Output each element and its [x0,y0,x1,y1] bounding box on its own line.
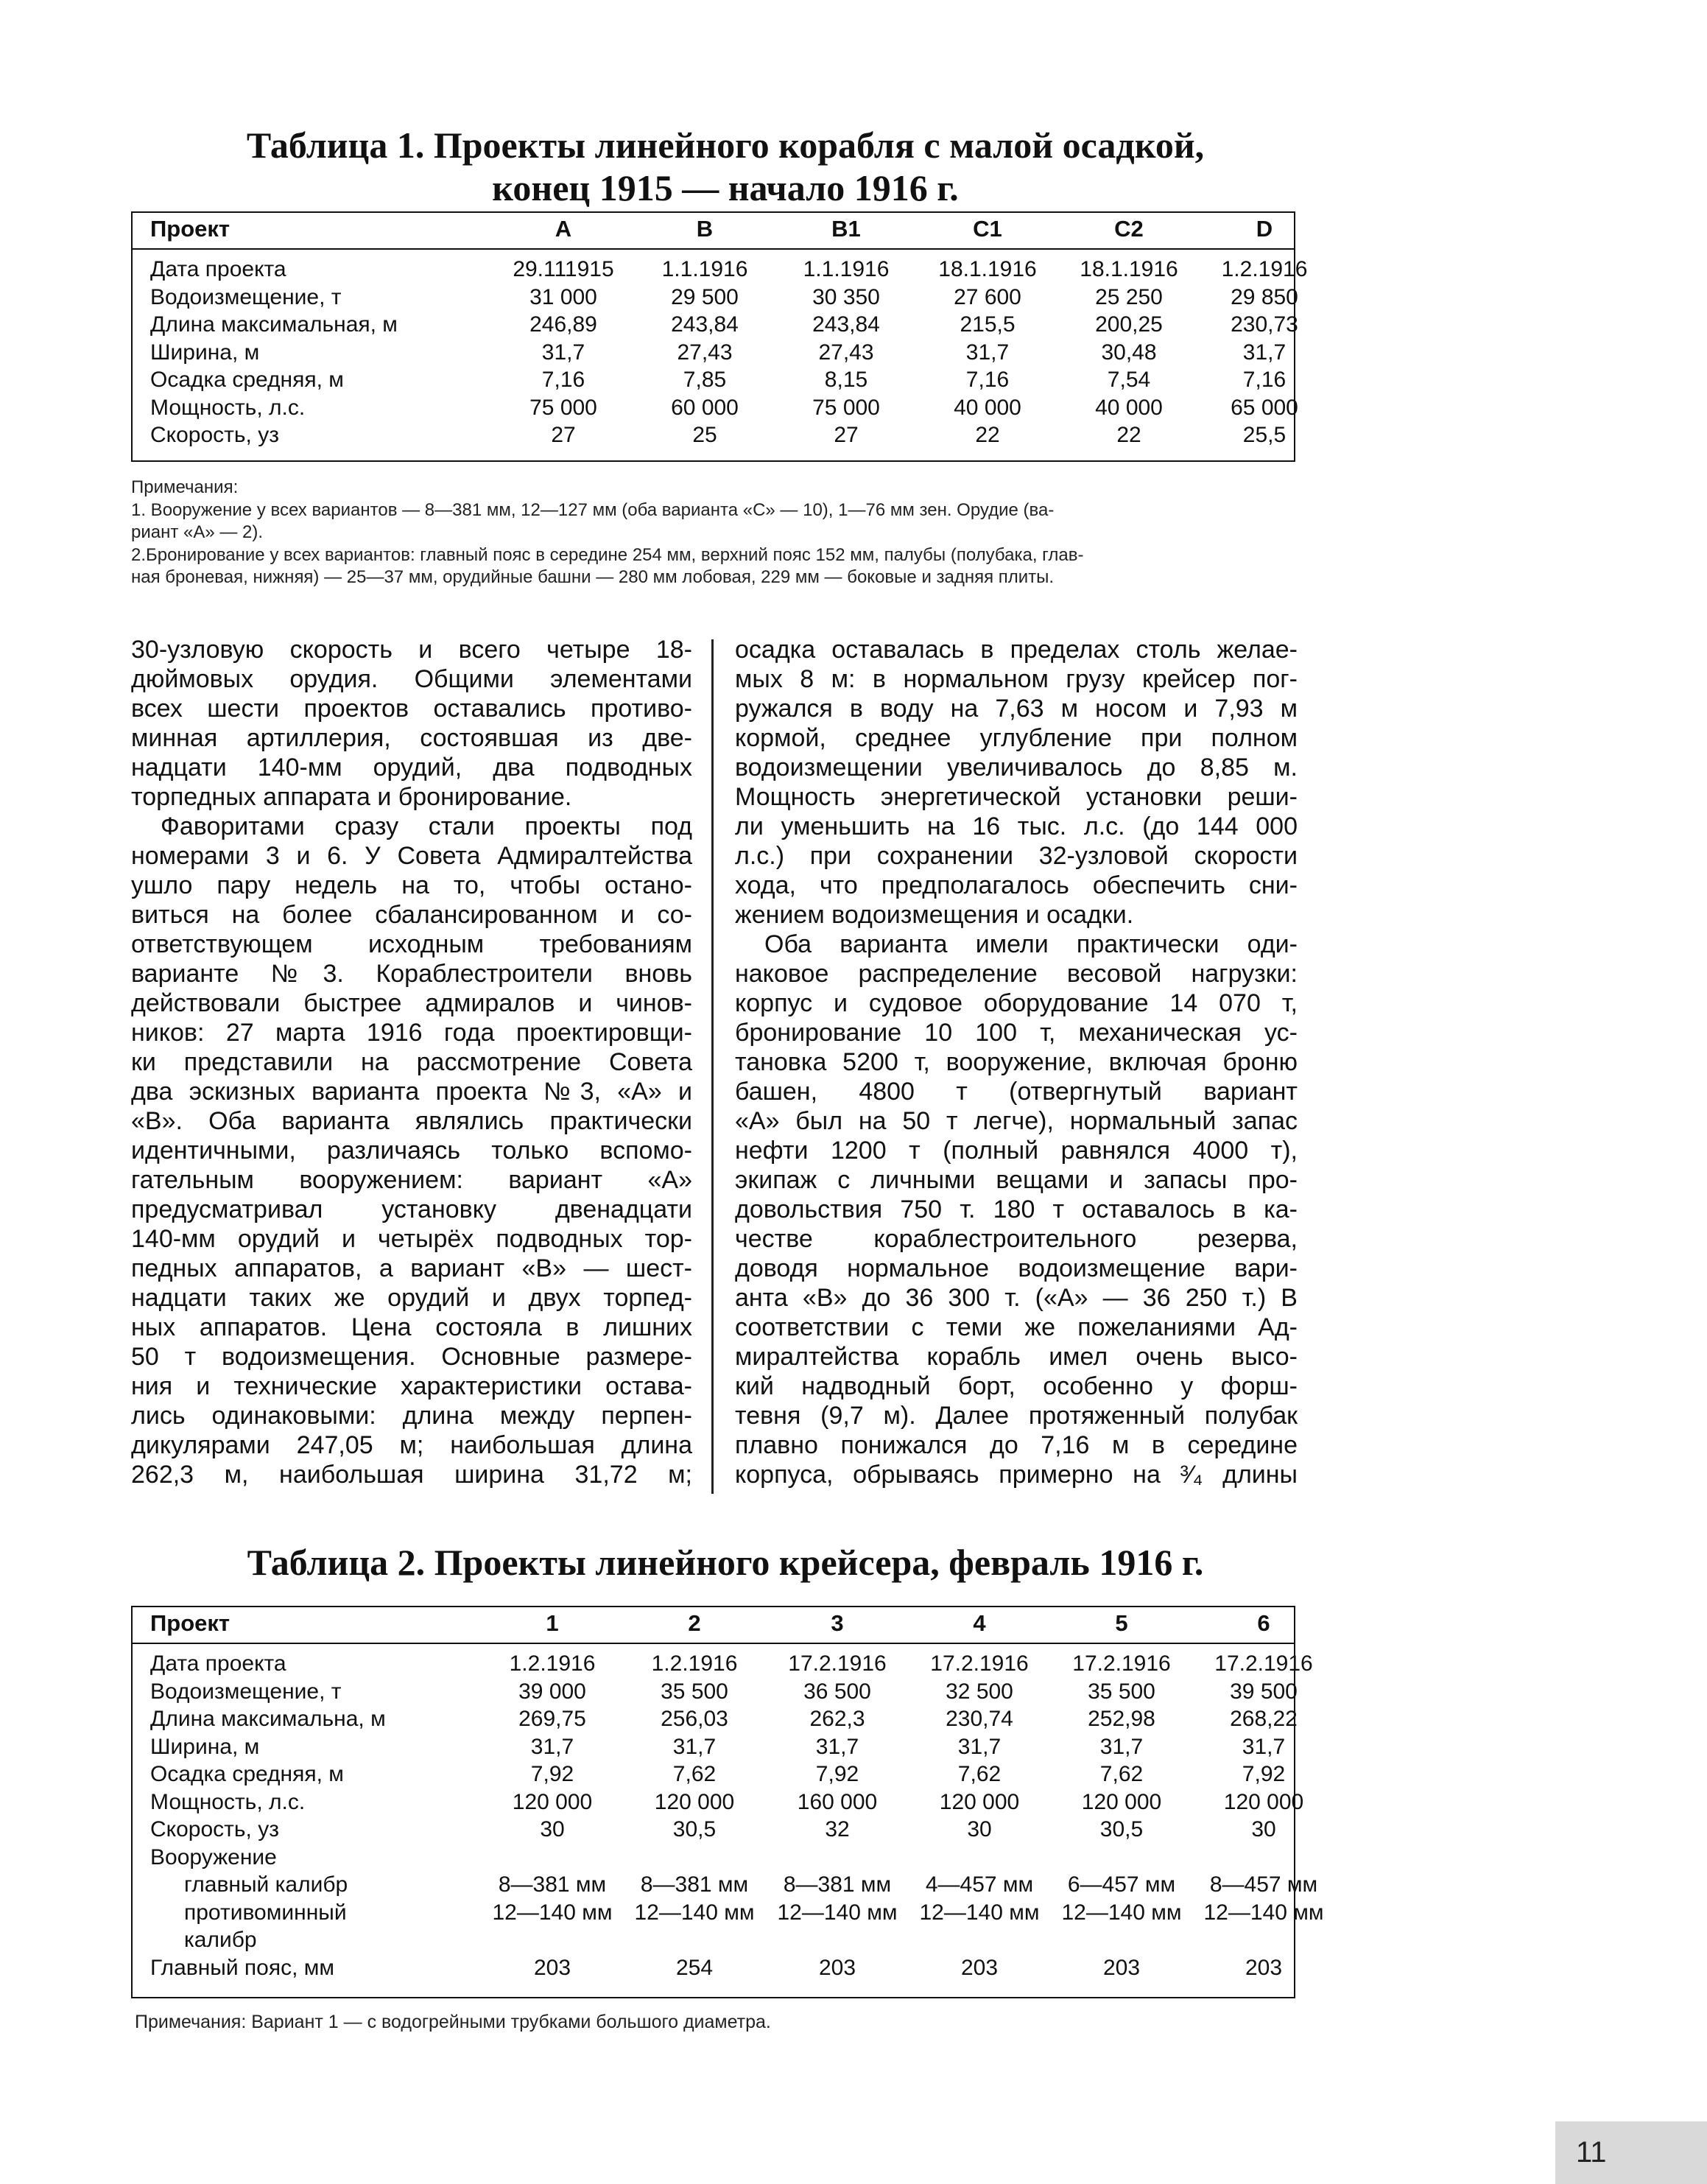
text-line: честве кораблестроительного резерва, [735,1225,1298,1253]
table-cell: 31,7 [965,340,1010,365]
table-cell: 200,25 [1095,312,1163,337]
text-line: ния и технические характеристики остава- [131,1372,692,1400]
table1-title-line2: конец 1915 — начало 1916 г. [492,167,959,208]
text-line: действовали быстрее адмиралов и чинов- [131,989,692,1017]
table1-notes [131,477,1309,589]
table-cell: 203 [1245,1955,1283,1980]
table2-title: Таблица 2. Проекты линейного крейсера, февраль 1916 г. [247,1542,1204,1583]
table-cell: 31 000 [529,284,597,309]
text-line: Оба варианта имели практически оди- [764,930,1298,958]
table-row-label: Осадка средняя, м [150,1762,344,1786]
table-cell: 8,15 [824,368,868,392]
text-line: предусматривал установку двенадцати [131,1195,692,1223]
table-cell: 120 000 [1081,1789,1162,1814]
table-cell: 7,92 [530,1762,574,1786]
table-cell: 12—140 мм [1061,1900,1182,1925]
table1-note-line: 2.Бронирование у всех вариантов: главный пояс в середине 254 мм, верхний пояс 152 мм, палубы (полубака, глав- [131,544,1084,565]
table-cell: 22 [975,423,1000,447]
table-cell: 30,48 [1101,340,1157,365]
text-line: дикулярами 247,05 м; наибольшая длина [131,1431,692,1459]
table-cell: 120 000 [1223,1789,1304,1814]
table1-header-col: A [555,216,572,242]
table-row-label: Мощность, л.с. [150,1789,306,1814]
column-divider [711,639,714,1494]
table-cell: 7,62 [1099,1762,1144,1786]
table-row-label: Ширина, м [150,340,260,365]
table-cell: 7,62 [672,1762,717,1786]
text-line: два эскизных варианта проекта №3, «А» и [131,1078,692,1106]
table-cell: 18.1.1916 [938,257,1037,281]
table-cell: 230,73 [1231,312,1298,337]
text-line: Мощность энергетической установки реши- [735,783,1298,811]
text-line: лись одинаковыми: длина между перпен- [131,1402,692,1430]
table-cell: 40 000 [954,395,1021,420]
table-cell: 160 000 [797,1789,878,1814]
table-cell: 30,5 [1099,1817,1144,1841]
table-cell: 29 850 [1231,284,1298,309]
table-cell: 7,92 [815,1762,859,1786]
table-cell: 31,7 [1242,1734,1286,1759]
table-cell: 8—457 мм [1209,1872,1318,1897]
text-line: 50 т водоизмещения. Основные размере- [131,1343,692,1371]
table-cell: 17.2.1916 [788,1651,887,1676]
text-line: педных аппаратов, а вариант «В» — шест- [131,1254,692,1282]
table-cell: 7,16 [541,368,585,392]
table-cell: 35 500 [1088,1679,1155,1704]
table-cell: 31,7 [1242,340,1287,365]
table1-title-line1: Таблица 1. Проекты линейного корабля с малой осадкой, [246,124,1205,166]
table-cell: 27 600 [954,284,1021,309]
table-cell: 254 [675,1955,714,1980]
table1-note-line: ная броневая, нижняя) — 25—37 мм, орудийные башни — 280 мм лобовая, 229 мм — боковые и задняя плиты. [131,567,1055,587]
text-line: плавно понижался до 7,16 м в середине [735,1431,1298,1459]
table-cell: 203 [960,1955,999,1980]
table-row-label: Вооружение [150,1844,277,1869]
table2-note: Примечания: Вариант 1 — с водогрейными трубками большого диаметра. [135,2012,771,2032]
table-cell: 27 [834,423,859,447]
table-cell: 75 000 [529,395,597,420]
table-cell: 31,7 [1099,1734,1144,1759]
table-row-label: Мощность, л.с. [150,395,306,420]
table2 [131,1606,1324,1998]
table-cell: 60 000 [671,395,739,420]
table2-header-col: 5 [1115,1610,1128,1636]
table1-title [221,124,1230,209]
table-cell: 243,84 [812,312,880,337]
table-cell: 7,54 [1107,368,1151,392]
table-cell: 230,74 [946,1707,1013,1731]
table1-note-line: риант «А» — 2). [131,522,264,542]
table-row-label: калибр [184,1928,257,1952]
table-cell: 27,43 [677,340,733,365]
table-cell: 30 [540,1817,565,1841]
page-number: 11 [1555,2121,1707,2184]
text-line: 30-узловую скорость и всего четыре 18- [131,636,692,664]
table-row-label: Водоизмещение, т [150,284,342,309]
table-cell: 1.2.1916 [509,1651,596,1676]
table-cell: 32 500 [946,1679,1013,1704]
table-cell: 18.1.1916 [1080,257,1178,281]
table-cell: 31,7 [672,1734,717,1759]
table1 [131,211,1308,462]
table-cell: 1.1.1916 [803,257,890,281]
table1-note-line: Примечания: [131,477,239,497]
table-cell: 32 [825,1817,850,1841]
table2-header-col: 2 [688,1610,701,1636]
table-cell: 39 000 [518,1679,586,1704]
table-row-label: Водоизмещение, т [150,1679,342,1704]
text-line: ных аппаратов. Цена состояла в лишних [131,1313,692,1341]
text-line: ответствующем исходным требованиям [131,930,692,958]
table-cell: 25 [692,423,717,447]
table-row-label: Длина максимальная, м [150,312,398,337]
table-row-label: Дата проекта [150,257,286,281]
text-line: ли уменьшить на 16 тыс. л.с. (до 144 000 [735,812,1298,840]
text-line: корпуса, обрываясь примерно на ³⁄₄ длины [735,1461,1298,1489]
table-cell: 12—140 мм [919,1900,1040,1925]
table-cell: 243,84 [671,312,739,337]
text-line: 262,3 м, наибольшая ширина 31,72 м; [131,1461,692,1489]
table-cell: 6—457 мм [1067,1872,1176,1897]
text-line: водоизмещении увеличивалось до 8,85 м. [735,754,1298,782]
table-cell: 30 350 [812,284,880,309]
table-cell: 31,7 [530,1734,574,1759]
body-left-column [131,635,692,1489]
table-row-label: Осадка средняя, м [150,368,344,392]
table-cell: 22 [1116,423,1141,447]
text-line: гательным вооружением: вариант «А» [131,1166,692,1194]
text-line: варианте №3. Кораблестроители вновь [131,960,692,988]
table-cell: 262,3 [809,1707,865,1731]
table-cell: 203 [533,1955,571,1980]
table-cell: 12—140 мм [492,1900,613,1925]
text-line: миралтейства корабль имел очень высо- [735,1343,1298,1371]
table1-header-col: D [1256,216,1273,242]
table-cell: 8—381 мм [640,1872,749,1897]
table-cell: 36 500 [803,1679,871,1704]
table-cell: 1.2.1916 [651,1651,738,1676]
table-cell: 203 [818,1955,856,1980]
table-cell: 268,22 [1230,1707,1298,1731]
table-cell: 31,7 [957,1734,1002,1759]
text-line: соответствии с теми же пожеланиями Ад- [735,1313,1298,1341]
text-line: довольствия 750 т. 180 т оставалось в ка- [735,1195,1298,1223]
text-line: корпус и судовое оборудование 14 070 т, [735,989,1298,1017]
table-cell: 27,43 [818,340,874,365]
table-cell: 120 000 [654,1789,735,1814]
table-cell: 1.1.1916 [661,257,748,281]
text-line: ников: 27 марта 1916 года проектировщи- [131,1019,692,1047]
table1-header-label: Проект [150,216,230,242]
table1-header-col: B [696,216,714,242]
text-line: надцати 140-мм орудий, два подводных [131,754,692,782]
text-line: идентичными, различаясь только вспомо- [131,1137,692,1165]
table-cell: 1.2.1916 [1221,257,1308,281]
table-row-label: Скорость, уз [150,1817,279,1841]
text-line: наковое распределение весовой нагрузки: [735,960,1298,988]
table1-header-row [133,213,1294,250]
body-right-column [735,635,1298,1489]
table-cell: 7,62 [957,1762,1002,1786]
text-line: Фаворитами сразу стали проекты под [161,812,692,840]
table-cell: 25,5 [1242,423,1287,447]
table2-header-row [133,1607,1294,1644]
text-line: хода, что предполагалось обеспечить сни- [735,871,1298,899]
table-row-label: Длина максимальна, м [150,1707,386,1731]
table-row-label: противоминный [184,1900,347,1925]
text-line: анта «В» до 36 300 т. («А» — 36 250 т.) В [735,1284,1298,1312]
table-row-label: главный калибр [184,1872,348,1897]
table1-header-col: B1 [831,216,861,242]
table-cell: 35 500 [661,1679,728,1704]
table2-header-col: 4 [973,1610,986,1636]
text-line: «В». Оба варианта являлись практически [131,1107,692,1135]
table-cell: 27 [551,423,576,447]
text-line: ушло пару недель на то, чтобы остано- [131,871,692,899]
table-cell: 12—140 мм [1203,1900,1324,1925]
table-cell: 29 500 [671,284,739,309]
text-line: тевня (9,7 м). Далее протяженный полубак [735,1402,1298,1430]
text-line: жением водоизмещения и осадки. [735,901,1134,929]
table-cell: 8—381 мм [783,1872,892,1897]
table2-header-col: 3 [831,1610,844,1636]
table2-header-col: 6 [1257,1610,1270,1636]
table-cell: 30 [1251,1817,1276,1841]
table-cell: 30 [967,1817,992,1841]
table2-header-col: 1 [546,1610,559,1636]
table-cell: 120 000 [512,1789,593,1814]
table-cell: 7,16 [1242,368,1287,392]
text-line: тановка 5200 т, вооружение, включая броню [735,1048,1298,1076]
table-cell: 269,75 [518,1707,586,1731]
table-cell: 30,5 [672,1817,717,1841]
table-cell: 4—457 мм [925,1872,1034,1897]
table-cell: 29.111915 [513,257,614,281]
table1-header-col: C1 [973,216,1002,242]
text-line: всех шести проектов оставались противо- [131,695,692,723]
text-line: дюймовых орудия. Общими элементами [131,665,692,693]
text-line: нефти 1200 т (полный равнялся 4000 т), [735,1137,1298,1165]
table-cell: 256,03 [661,1707,728,1731]
table-cell: 246,89 [529,312,597,337]
table1-note-line: 1. Вооружение у всех вариантов — 8—381 мм, 12—127 мм (оба варианта «С» — 10), 1—76 мм зен. Орудие (ва- [131,499,1055,520]
text-line: осадка оставалась в пределах столь желае- [735,636,1298,664]
text-line: торпедных аппарата и бронирование. [131,783,572,811]
table-cell: 12—140 мм [634,1900,755,1925]
table-cell: 7,85 [683,368,727,392]
table-row-label: Главный пояс, мм [150,1955,335,1980]
table-cell: 65 000 [1231,395,1298,420]
text-line: доводя нормальное водоизмещение вари- [735,1254,1298,1282]
text-line: ружался в воду на 7,63 м носом и 7,93 м [735,695,1298,723]
table-cell: 17.2.1916 [1214,1651,1313,1676]
table-cell: 31,7 [541,340,585,365]
text-line: номерами 3 и 6. У Совета Адмиралтейства [131,842,692,870]
table-cell: 7,16 [965,368,1010,392]
text-line: ки представили на рассмотрение Совета [131,1048,692,1076]
table-cell: 17.2.1916 [1072,1651,1171,1676]
table-cell: 17.2.1916 [930,1651,1029,1676]
table-cell: 120 000 [939,1789,1020,1814]
text-line: мых 8 м: в нормальном грузу крейсер пог- [735,665,1298,693]
text-line: виться на более сбалансированном и со- [131,901,692,929]
text-line: кормой, среднее углубление при полном [735,724,1298,752]
table-row-label: Дата проекта [150,1651,286,1676]
text-line: 140-мм орудий и четырёх подводных тор- [131,1225,692,1253]
table-row-label: Ширина, м [150,1734,260,1759]
table-cell: 215,5 [960,312,1016,337]
table-cell: 40 000 [1095,395,1163,420]
table1-header-col: C2 [1114,216,1144,242]
text-line: кий надводный борт, особенно у форш- [735,1372,1298,1400]
table-cell: 8—381 мм [498,1872,607,1897]
table-cell: 31,7 [815,1734,859,1759]
text-line: экипаж с личными вещами и запасы про- [735,1166,1298,1194]
table-cell: 75 000 [812,395,880,420]
table-cell: 25 250 [1095,284,1163,309]
text-line: «А» был на 50 т легче), нормальный запас [735,1107,1298,1135]
table-row-label: Скорость, уз [150,423,279,447]
table-cell: 203 [1102,1955,1141,1980]
table-cell: 12—140 мм [777,1900,898,1925]
text-line: надцати таких же орудий и двух торпед- [131,1284,692,1312]
text-line: башен, 4800 т (отвергнутый вариант [735,1078,1298,1106]
table-cell: 7,92 [1242,1762,1286,1786]
table2-header-label: Проект [150,1610,230,1636]
text-line: бронирование 10 100 т, механическая ус- [735,1019,1298,1047]
text-line: л.с.) при сохранении 32-узловой скорости [735,842,1298,870]
text-line: минная артиллерия, состоявшая из две- [131,724,692,752]
table-cell: 252,98 [1088,1707,1155,1731]
table-cell: 39 500 [1230,1679,1298,1704]
